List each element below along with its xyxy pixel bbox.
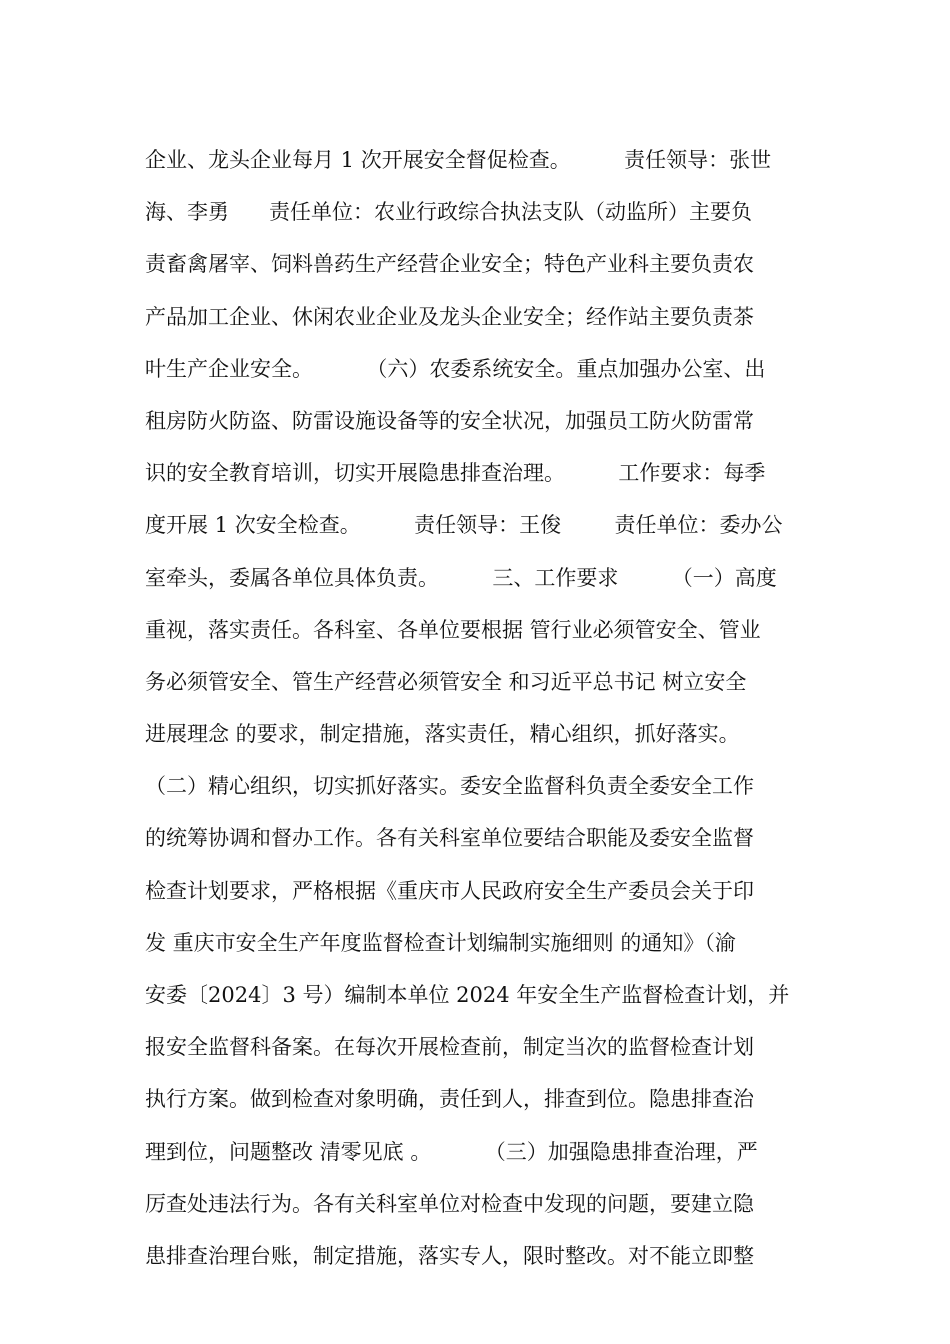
text-line: 检查计划要求，严格根据《重庆市人民政府安全生产委员会关于印 bbox=[145, 878, 754, 903]
text-line: 务必须管安全、管生产经营必须管安全 和习近平总书记 树立安全 bbox=[145, 669, 747, 694]
text-line: 识的安全教育培训，切实开展隐患排查治理。 工作要求：每季 bbox=[145, 461, 766, 486]
text-line: 租房防火防盗、防雷设施设备等的安全状况，加强员工防火防雷常 bbox=[145, 408, 754, 433]
text-line: 进展理念 的要求，制定措施，落实责任，精心组织，抓好落实。 bbox=[145, 722, 740, 747]
text-line: 企业、龙头企业每月 1 次开展安全督促检查。 责任领导：张世 bbox=[145, 148, 772, 172]
text-line: 发 重庆市安全生产年度监督检查计划编制实施细则 的通知》（渝 bbox=[145, 930, 736, 955]
text-line: （二）精心组织，切实抓好落实。委安全监督科负责全委安全工作 bbox=[145, 774, 754, 799]
text-line: 叶生产企业安全。 （六）农委系统安全。重点加强办公室、出 bbox=[145, 356, 766, 381]
text-line: 厉查处违法行为。各有关科室单位对检查中发现的问题，要建立隐 bbox=[145, 1191, 754, 1216]
text-line: 海、李勇 责任单位：农业行政综合执法支队（动监所）主要负 bbox=[145, 200, 753, 225]
text-line: 执行方案。做到检查对象明确，责任到人，排查到位。隐患排查治 bbox=[145, 1087, 754, 1112]
text-line: 安委〔2024〕3 号）编制本单位 2024 年安全生产监督检查计划，并 bbox=[145, 983, 790, 1007]
text-line: 重视，落实责任。各科室、各单位要根据 管行业必须管安全、管业 bbox=[145, 617, 761, 642]
text-line: 报安全监督科备案。在每次开展检查前，制定当次的监督检查计划 bbox=[145, 1035, 754, 1060]
body-text bbox=[145, 134, 815, 1282]
text-line: 产品加工企业、休闲农业企业及龙头企业安全；经作站主要负责茶 bbox=[145, 304, 754, 329]
text-line: 度开展 1 次安全检查。 责任领导：王俊 责任单位：委办公 bbox=[145, 513, 783, 538]
text-line: 理到位，问题整改 清零见底 。 （三）加强隐患排查治理，严 bbox=[145, 1139, 758, 1164]
text-line: 的统筹协调和督办工作。各有关科室单位要结合职能及委安全监督 bbox=[145, 826, 754, 851]
text-line: 室牵头，委属各单位具体负责。 三、工作要求 （一）高度 bbox=[145, 565, 777, 590]
text-line: 责畜禽屠宰、饲料兽药生产经营企业安全；特色产业科主要负责农 bbox=[145, 252, 754, 277]
text-line: 患排查治理台账，制定措施，落实专人，限时整改。对不能立即整 bbox=[145, 1243, 754, 1268]
